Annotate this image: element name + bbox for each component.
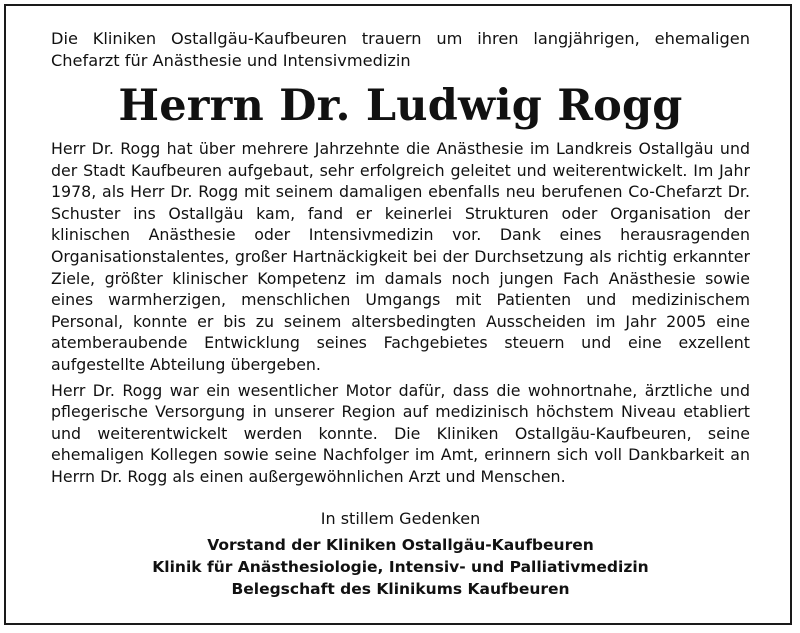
signer-clinic: Klinik für Anästhesiologie, Intensiv- und Palliativmedizin (152, 557, 649, 576)
signer-staff: Belegschaft des Klinikums Kaufbeuren (231, 579, 570, 598)
intro-text (51, 28, 750, 72)
signers-block (51, 534, 750, 600)
intro-line-1: Die Kliniken Ostallgäu-Kaufbeuren trauern um ihren langjährigen, ehemaligen (51, 29, 750, 48)
body-paragraph-1: Herr Dr. Rogg hat über mehrere Jahrzehnte die Anästhesie im Landkreis Ostallgäu und der Stadt Kaufbeuren aufgebaut, sehr erfolgreich geleitet und weiterentwickelt. Im Jahr 1978, als Herr Dr. Rogg mit seinem damaligen ebenfalls neu berufenen Co-Chefarzt Dr. Schuster ins Ostallgäu kam, fand er keinerlei Strukturen oder Organisation der klinischen Anästhesie oder Intensivmedizin vor. Dank eines herausragenden Organisationstalentes, großer Hartnäckigkeit bei der Durchsetzung als richtig erkannter Ziele, größter klinischer Kompetenz im damals noch jungen Fach Anästhesie sowie eines warmherzigen, menschlichen Umgangs mit Patienten und medizinischem Personal, konnte er bis zu seinem altersbedingten Ausscheiden im Jahr 2005 eine atemberaubende Entwicklung seines Fachgebietes steuern und eine exzellent aufgestellte Abteilung übergeben. (51, 139, 750, 374)
signer-board: Vorstand der Kliniken Ostallgäu-Kaufbeuren (207, 535, 594, 554)
obituary-notice (51, 28, 750, 600)
closing-phrase: In stillem Gedenken (320, 508, 481, 528)
intro-line-2: Chefarzt für Anästhesie und Intensivmedizin (51, 51, 411, 70)
deceased-name: Herrn Dr. Ludwig Rogg (118, 81, 683, 131)
body-paragraph-2: Herr Dr. Rogg war ein wesentlicher Motor dafür, dass die wohnortnahe, ärztliche und pflegerische Versorgung in unserer Region auf medizinisch höchstem Niveau etabliert und weiterentwickelt werden konnte. Die Kliniken Ostallgäu-Kaufbeuren, seine ehemaligen Kollegen sowie seine Nachfolger im Amt, erinnern sich voll Dankbarkeit an Herrn Dr. Rogg als einen außergewöhnlichen Arzt und Menschen. (51, 380, 750, 486)
